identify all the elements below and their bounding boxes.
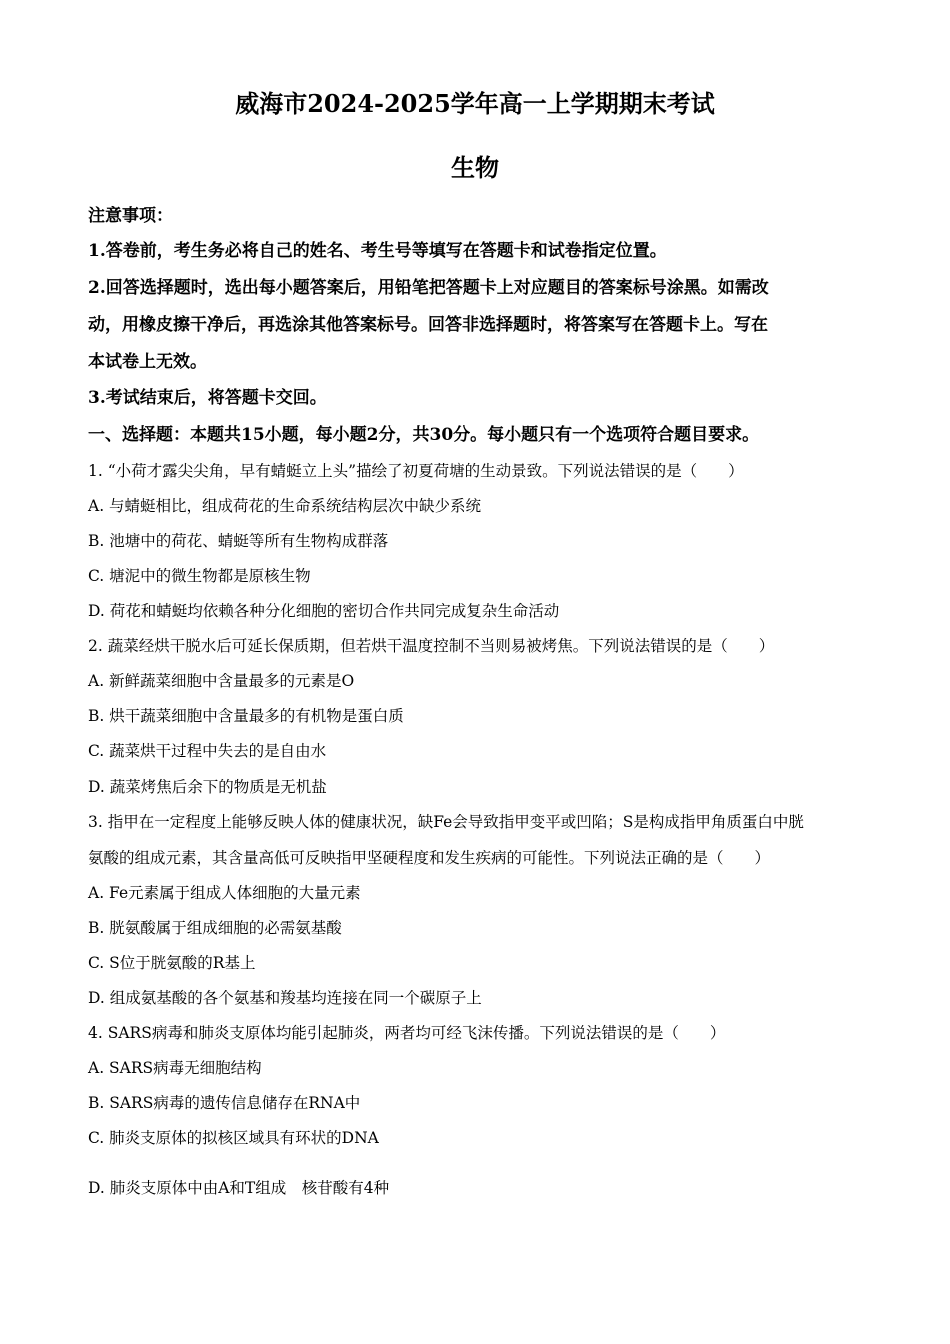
answer-option: A. 与蜻蜓相比，组成荷花的生命系统结构层次中缺少系统 <box>88 497 482 515</box>
notice-heading: 注意事项： <box>88 206 173 226</box>
answer-option: B. SARS病毒的遗传信息储存在RNA中 <box>88 1094 361 1112</box>
answer-option: D. 蔬菜烤焦后余下的物质是无机盐 <box>88 778 327 796</box>
answer-option: C. S位于胱氨酸的R基上 <box>88 954 256 972</box>
question-stem: 3. 指甲在一定程度上能够反映人体的健康状况，缺Fe会导致指甲变平或凹陷；S是构成指甲角质蛋白中胱 <box>88 813 804 831</box>
section-heading: 一、选择题：本题共15小题，每小题2分，共30分。每小题只有一个选项符合题目要求。 <box>88 425 760 445</box>
question-stem: 4. SARS病毒和肺炎支原体均能引起肺炎，两者均可经飞沫传播。下列说法错误的是（ ） <box>88 1024 726 1042</box>
notice-line: 本试卷上无效。 <box>88 352 207 372</box>
notice-line: 3.考试结束后，将答题卡交回。 <box>88 388 327 408</box>
answer-option: C. 肺炎支原体的拟核区域具有环状的DNA <box>88 1129 379 1147</box>
question-stem: 氨酸的组成元素，其含量高低可反映指甲坚硬程度和发生疾病的可能性。下列说法正确的是（ ） <box>88 849 771 867</box>
subject-title: 生物 <box>451 153 499 182</box>
answer-option: A. SARS病毒无细胞结构 <box>88 1059 262 1077</box>
answer-option: A. Fe元素属于组成人体细胞的大量元素 <box>88 884 361 902</box>
answer-option: D. 荷花和蜻蜓均依赖各种分化细胞的密切合作共同完成复杂生命活动 <box>88 602 560 620</box>
notice-line: 1.答卷前，考生务必将自己的姓名、考生号等填写在答题卡和试卷指定位置。 <box>88 241 667 261</box>
notice-line: 2.回答选择题时，选出每小题答案后，用铅笔把答题卡上对应题目的答案标号涂黑。如需改 <box>88 278 769 298</box>
answer-option: B. 胱氨酸属于组成细胞的必需氨基酸 <box>88 919 342 937</box>
answer-option: B. 池塘中的荷花、蜻蜓等所有生物构成群落 <box>88 532 389 550</box>
exam-title: 威海市2024-2025学年高一上学期期末考试 <box>235 89 715 118</box>
answer-option: C. 塘泥中的微生物都是原核生物 <box>88 567 311 585</box>
answer-option: D. 肺炎支原体中由A和T组成 核苷酸有4种 <box>88 1179 390 1197</box>
notice-line: 动，用橡皮擦干净后，再选涂其他答案标号。回答非选择题时，将答案写在答题卡上。写在 <box>88 315 768 335</box>
answer-option: D. 组成氨基酸的各个氨基和羧基均连接在同一个碳原子上 <box>88 989 482 1007</box>
question-stem: 1. “小荷才露尖尖角，早有蜻蜓立上头”描绘了初夏荷塘的生动景致。下列说法错误的是（ ） <box>88 462 744 480</box>
answer-option: B. 烘干蔬菜细胞中含量最多的有机物是蛋白质 <box>88 707 404 725</box>
answer-option: A. 新鲜蔬菜细胞中含量最多的元素是O <box>88 672 355 690</box>
question-stem: 2. 蔬菜经烘干脱水后可延长保质期，但若烘干温度控制不当则易被烤焦。下列说法错误的是（ ） <box>88 637 775 655</box>
answer-option: C. 蔬菜烘干过程中失去的是自由水 <box>88 742 327 760</box>
